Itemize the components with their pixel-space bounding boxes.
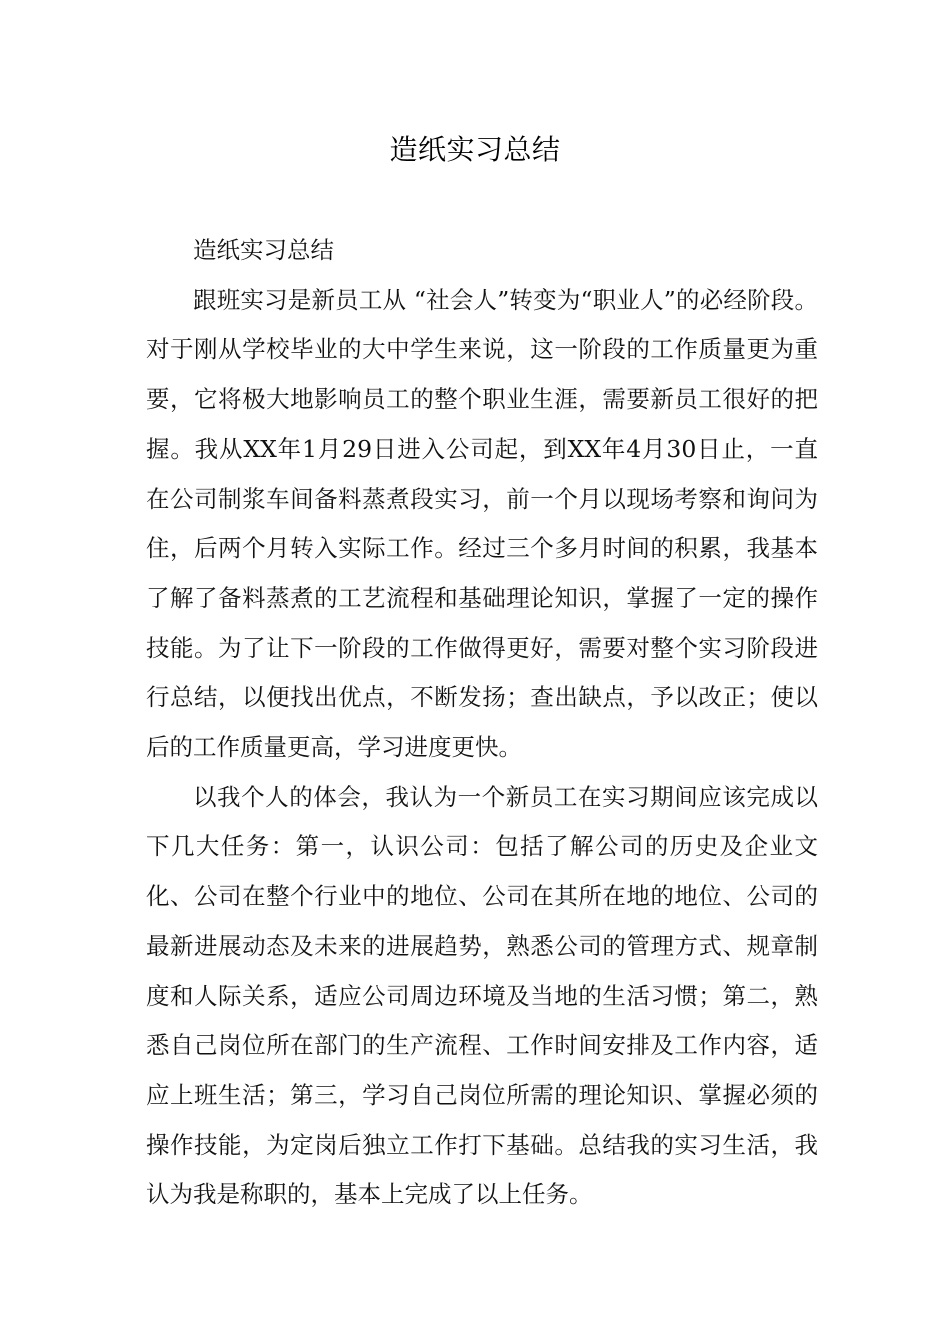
paragraph-subtitle: 造纸实习总结 — [193, 236, 334, 264]
page-title: 造纸实习总结 — [389, 133, 561, 166]
paragraph-2: 以我个人的体会，我认为一个新员工在实习期间应该完成以下几大任务：第一，认识公司：包括了解公司的历史及企业文化、公司在整个行业中的地位、公司在其所在地的地位、公司的最新进展动态及未来的进展趋势，熟悉公司的管理方式、规章制度和人际关系，适应公司周边环境及当地的生活习惯；第二，熟悉自己岗位所在部门的生产流程、工作时间安排及工作内容，适应上班生活；第三，学习自己岗位所需的理论知识、掌握必须的操作技能，为定岗后独立工作打下基础。总结我的实习生活，我认为我是称职的，基本上完成了以上任务。 — [146, 782, 818, 1209]
paragraph-1: 跟班实习是新员工从 “社会人”转变为“职业人”的必经阶段。对于刚从学校毕业的大中学生来说，这一阶段的工作质量更为重要，它将极大地影响员工的整个职业生涯，需要新员工很好的把握。我从XX年1月29日进入公司起，到XX年4月30日止，一直在公司制浆车间备料蒸煮段实习，前一个月以现场考察和询问为住，后两个月转入实际工作。经过三个多月时间的积累，我基本了解了备料蒸煮的工艺流程和基础理论知识，掌握了一定的操作技能。为了让下一阶段的工作做得更好，需要对整个实习阶段进行总结，以便找出优点，不断发扬；查出缺点，予以改正；使以后的工作质量更高，学习进度更快。 — [146, 285, 818, 762]
document-body — [146, 226, 818, 1220]
